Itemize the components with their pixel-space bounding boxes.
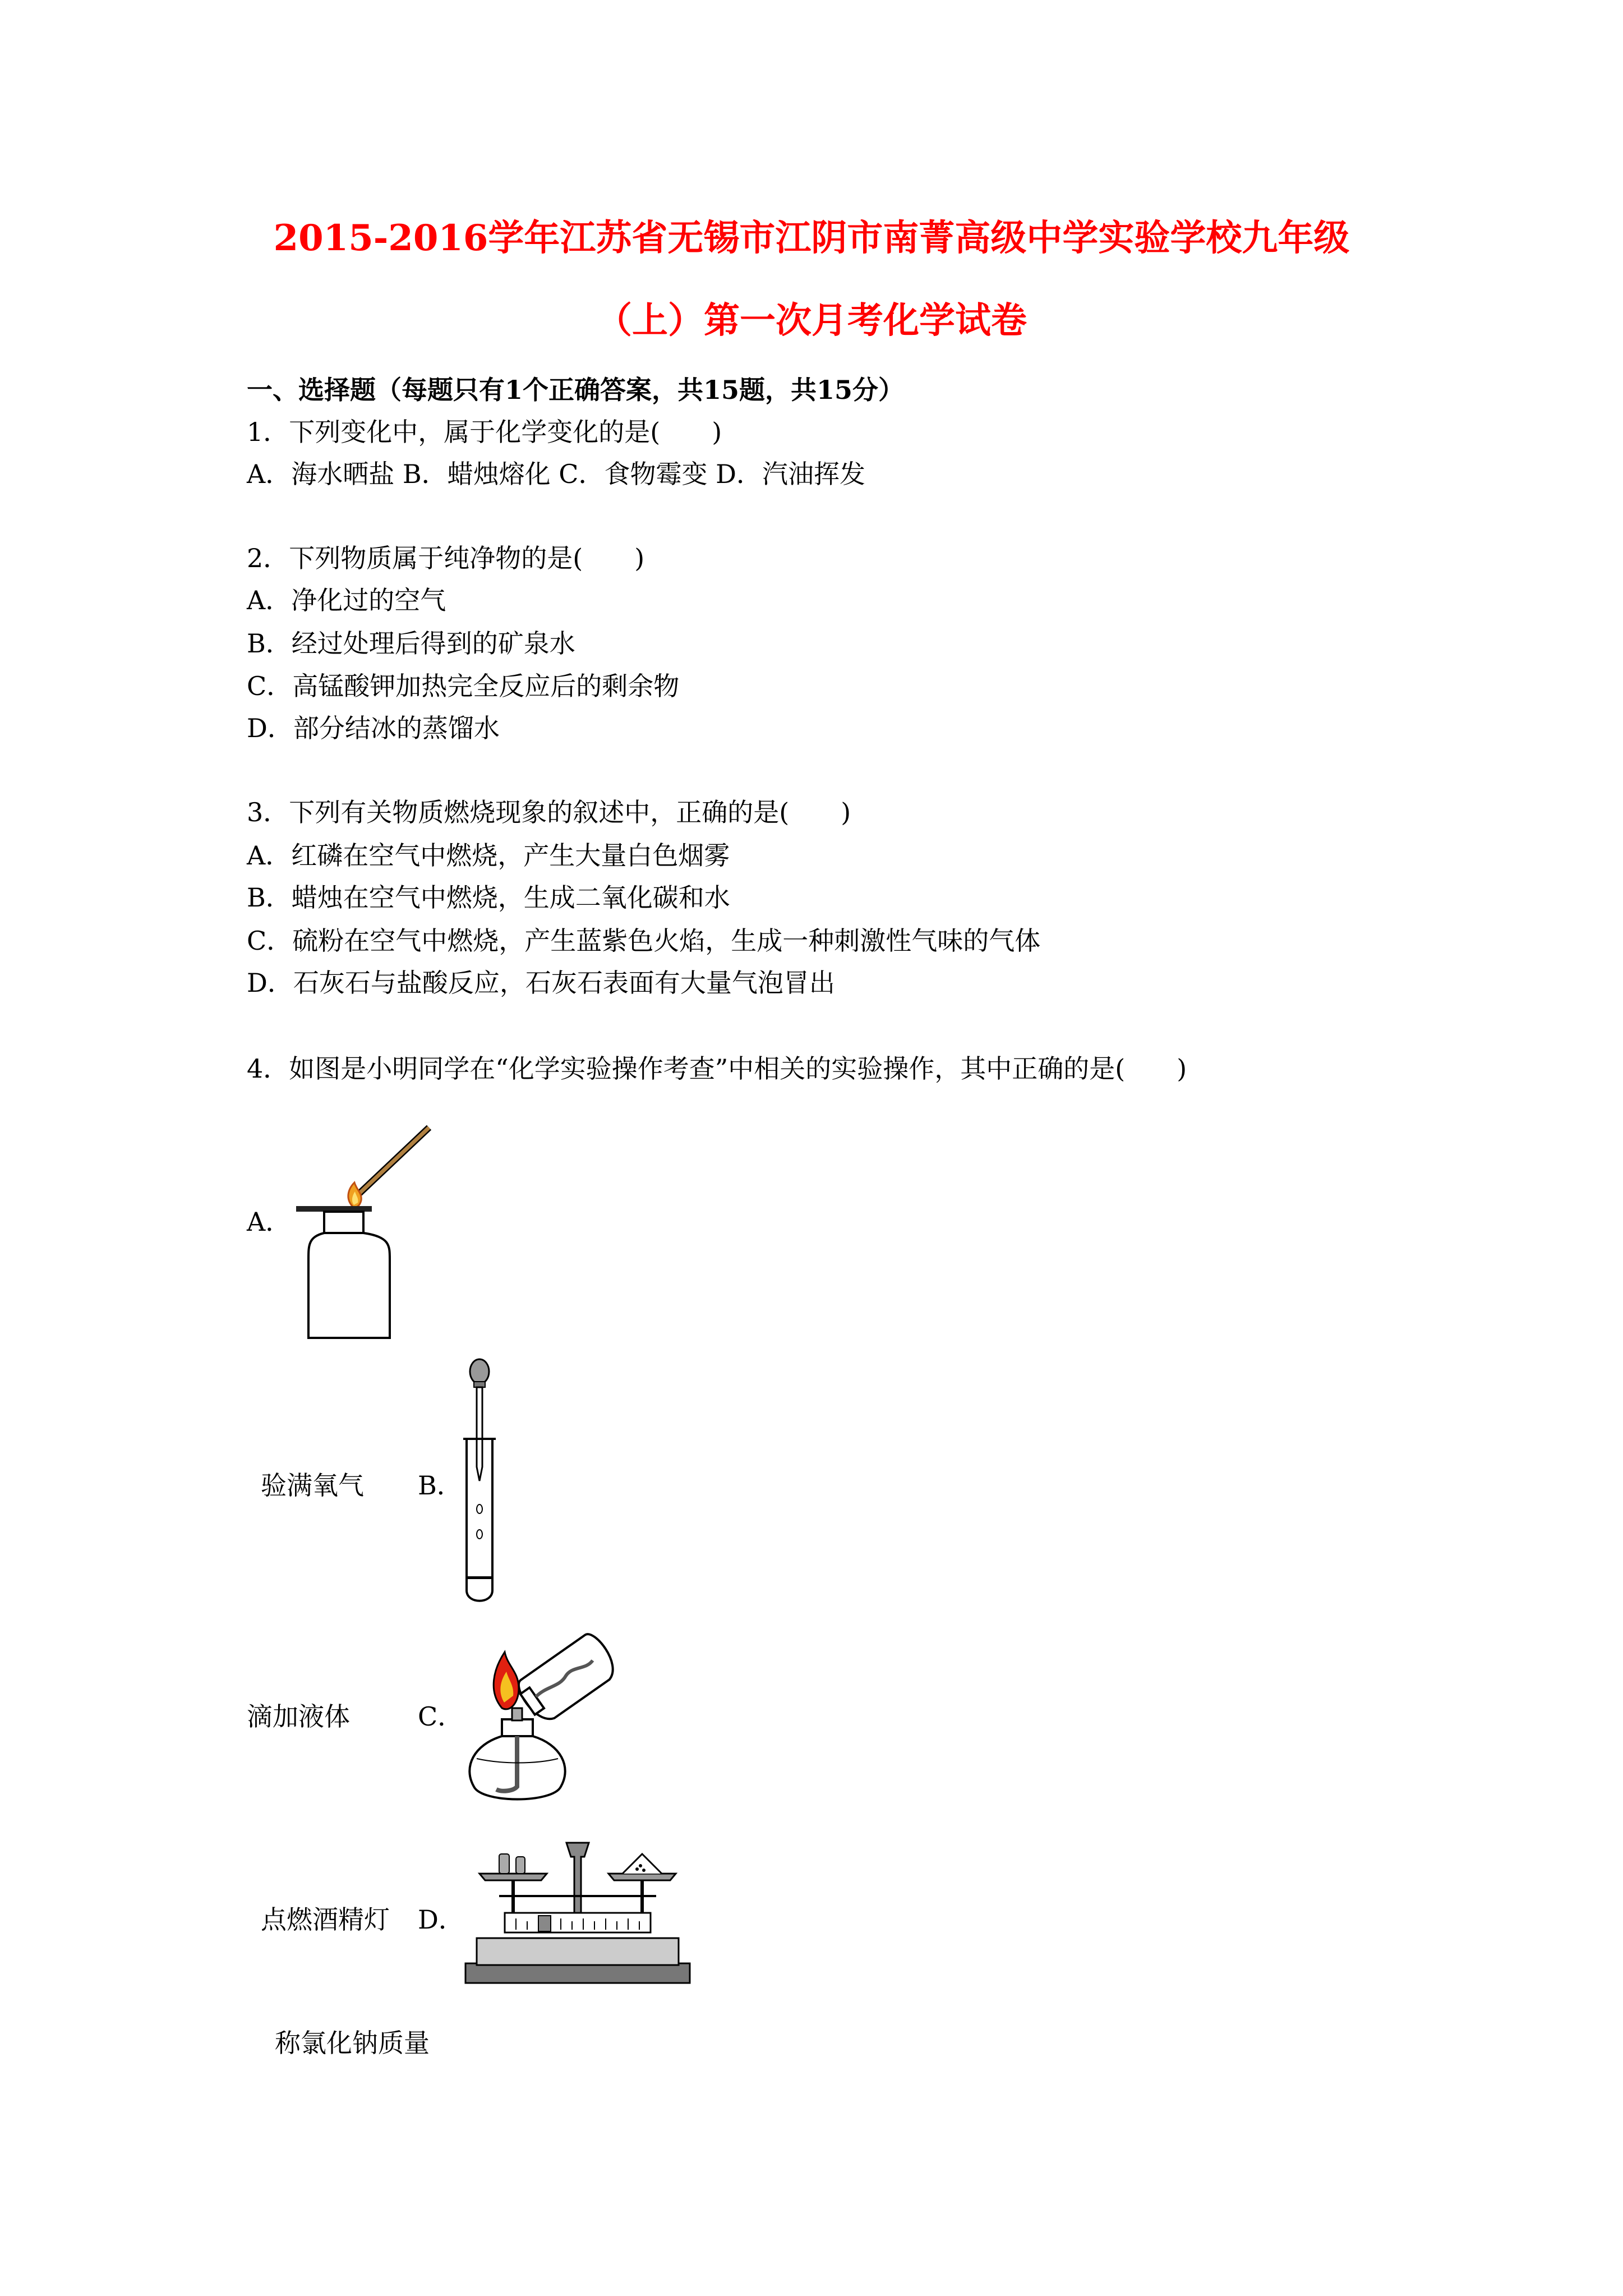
alcohol-lamps-lighting-icon — [463, 1624, 625, 1809]
q4-option-d-letter: D． — [418, 1904, 464, 1935]
q3-option-d: D．石灰石与盐酸反应，石灰石表面有大量气泡冒出 — [247, 968, 835, 998]
q3-option-b: B．蜡烛在空气中燃烧，生成二氧化碳和水 — [247, 882, 730, 913]
test-tube-with-dropper-icon — [454, 1355, 505, 1613]
q4-caption-c: 点燃酒精灯 — [261, 1904, 390, 1935]
q1-stem: 1．下列变化中，属于化学变化的是( ) — [247, 417, 722, 447]
q2-option-d: D．部分结冰的蒸馏水 — [247, 713, 500, 743]
exam-title-line2: （上）第一次月考化学试卷 — [596, 300, 1027, 342]
q2-option-b: B．经过处理后得到的矿泉水 — [247, 628, 575, 659]
q2-stem: 2．下列物质属于纯净物的是( ) — [247, 543, 645, 573]
section-heading: 一、选择题（每题只有1个正确答案，共15题，共15分） — [247, 375, 905, 405]
q4-option-c-letter: C． — [418, 1701, 464, 1732]
q3-stem: 3．下列有关物质燃烧现象的叙述中，正确的是( ) — [247, 797, 851, 827]
q2-option-a: A．净化过的空气 — [247, 585, 446, 615]
q3-option-c: C．硫粉在空气中燃烧，产生蓝紫色火焰，生成一种刺激性气味的气体 — [247, 926, 1041, 956]
q2-option-c: C．高锰酸钾加热完全反应后的剩余物 — [247, 671, 680, 701]
q4-caption-b: 滴加液体 — [247, 1701, 350, 1732]
q4-caption-d: 称氯化钠质量 — [275, 2028, 430, 2058]
q4-option-a-letter: A． — [247, 1207, 292, 1237]
q4-stem: 4．如图是小明同学在“化学实验操作考查”中相关的实验操作，其中正确的是( ) — [247, 1053, 1187, 1084]
q1-options: A．海水晒盐 B．蜡烛熔化 C．食物霉变 D．汽油挥发 — [247, 459, 865, 489]
q4-option-b-letter: B． — [418, 1470, 463, 1501]
gas-bottle-with-burning-splint-icon — [292, 1122, 437, 1346]
q3-option-a: A．红磷在空气中燃烧，产生大量白色烟雾 — [247, 840, 730, 871]
q4-caption-a: 验满氧气 — [261, 1470, 364, 1501]
exam-title-line1: 2015-2016学年江苏省无锡市江阴市南菁高级中学实验学校九年级 — [273, 217, 1350, 259]
balance-scale-icon — [460, 1834, 695, 1991]
